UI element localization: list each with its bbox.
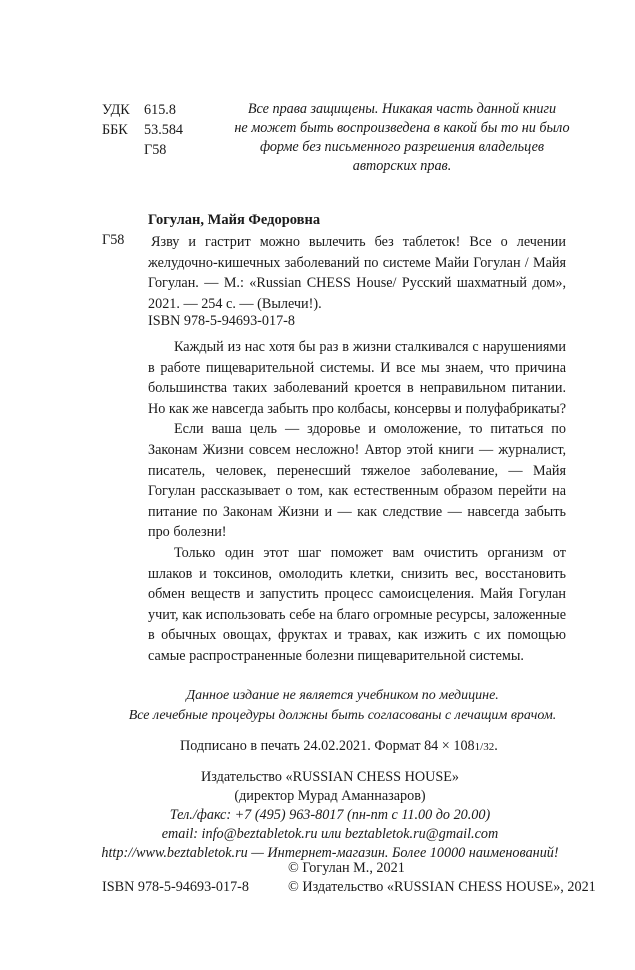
rights-line: форме без письменного разрешения владельцев	[259, 139, 545, 155]
publisher-phone: Тел./факс: +7 (495) 963-8017 (пн-пт с 11.00 до 20.00)	[169, 807, 491, 823]
udk-row	[102, 100, 183, 120]
annotation-paragraph: Только один этот шаг поможет вам очистить организм от шлаков и токсинов, омолодить клетки, снизить вес, восстановить обмен веществ и запустить процесс самоисцеления. Майя Гогулан учит, как использовать себе на благо огромные ресурсы, заложенные в обычных овощах, фруктах и травах, как изжить с их помощью самые распространенные болезни пищеварительной системы.	[148, 544, 566, 664]
signed-end: .	[494, 738, 498, 754]
publisher-email: email: info@beztabletok.ru или beztabletok.ru@gmail.com	[161, 826, 499, 842]
bbk-row	[102, 120, 183, 140]
udk-label: УДК	[102, 102, 130, 118]
copyright-publisher: © Издательство «RUSSIAN CHESS HOUSE», 2021	[288, 879, 596, 895]
isbn-bottom: ISBN 978-5-94693-017-8	[102, 879, 249, 895]
author-mark-row	[102, 140, 183, 160]
annotation	[148, 337, 566, 667]
bbk-value: 53.584	[144, 122, 184, 138]
classification-codes	[102, 100, 183, 160]
publisher-web: http://www.beztabletok.ru — Интернет-магазин. Более 10000 наименований!	[101, 845, 559, 861]
isbn-top: ISBN 978-5-94693-017-8	[148, 313, 295, 329]
publisher-info	[90, 768, 570, 863]
udk-value: 615.8	[144, 102, 176, 118]
signed-text: Подписано в печать 24.02.2021. Формат 84 × 108	[180, 738, 475, 754]
rights-notice	[222, 100, 582, 176]
author-mark-left: Г58	[102, 232, 125, 248]
format-fraction: 1/32	[474, 741, 495, 753]
author-name: Гогулан, Майя Федоровна	[148, 212, 321, 228]
print-signed-line	[180, 738, 498, 755]
rights-line: Все права защищены. Никакая часть данной книги	[247, 101, 557, 117]
publisher-director: (директор Мурад Аманназаров)	[234, 788, 426, 804]
bbk-label: ББК	[102, 122, 128, 138]
annotation-paragraph: Каждый из нас хотя бы раз в жизни сталкивался с нарушениями в работе пищеварительной системы. И все мы знаем, что причина большинства таких заболеваний кроется в неправильном питании. Но как же навсегда забыть про колбасы, консервы и полуфабрикаты?	[148, 339, 566, 417]
annotation-paragraph: Если ваша цель — здоровье и омоложение, то питаться по Законам Жизни совсем несложно! Автор этой книги — журналист, писатель, человек, перенесший тяжелое заболевание, — Майя Гогулан рассказывает о том, как естественным образом перейти на питание по Законам Жизни и — как следствие — навсегда забыть про болезни!	[148, 421, 566, 541]
publisher-name: Издательство «RUSSIAN CHESS HOUSE»	[201, 769, 459, 785]
medical-disclaimer	[70, 686, 615, 726]
copyright-author: © Гогулан М., 2021	[288, 860, 405, 876]
disclaimer-line: Данное издание не является учебником по медицине.	[186, 688, 499, 703]
bib-text: Язву и гастрит можно вылечить без таблеток! Все о лечении желудочно-кишечных заболеваний по системе Майи Гогулан / Майя Гогулан. — М.: «Russian CHESS House/ Русский шахматный дом», 2021. — 254 с. — (Вылечи!).	[148, 234, 566, 312]
rights-line: не может быть воспроизведена в какой бы то ни было	[234, 120, 570, 136]
rights-line: авторских прав.	[352, 158, 452, 174]
bibliographic-description	[148, 232, 566, 314]
disclaimer-line: Все лечебные процедуры должны быть согласованы с лечащим врачом.	[128, 708, 557, 723]
author-mark: Г58	[144, 142, 167, 158]
